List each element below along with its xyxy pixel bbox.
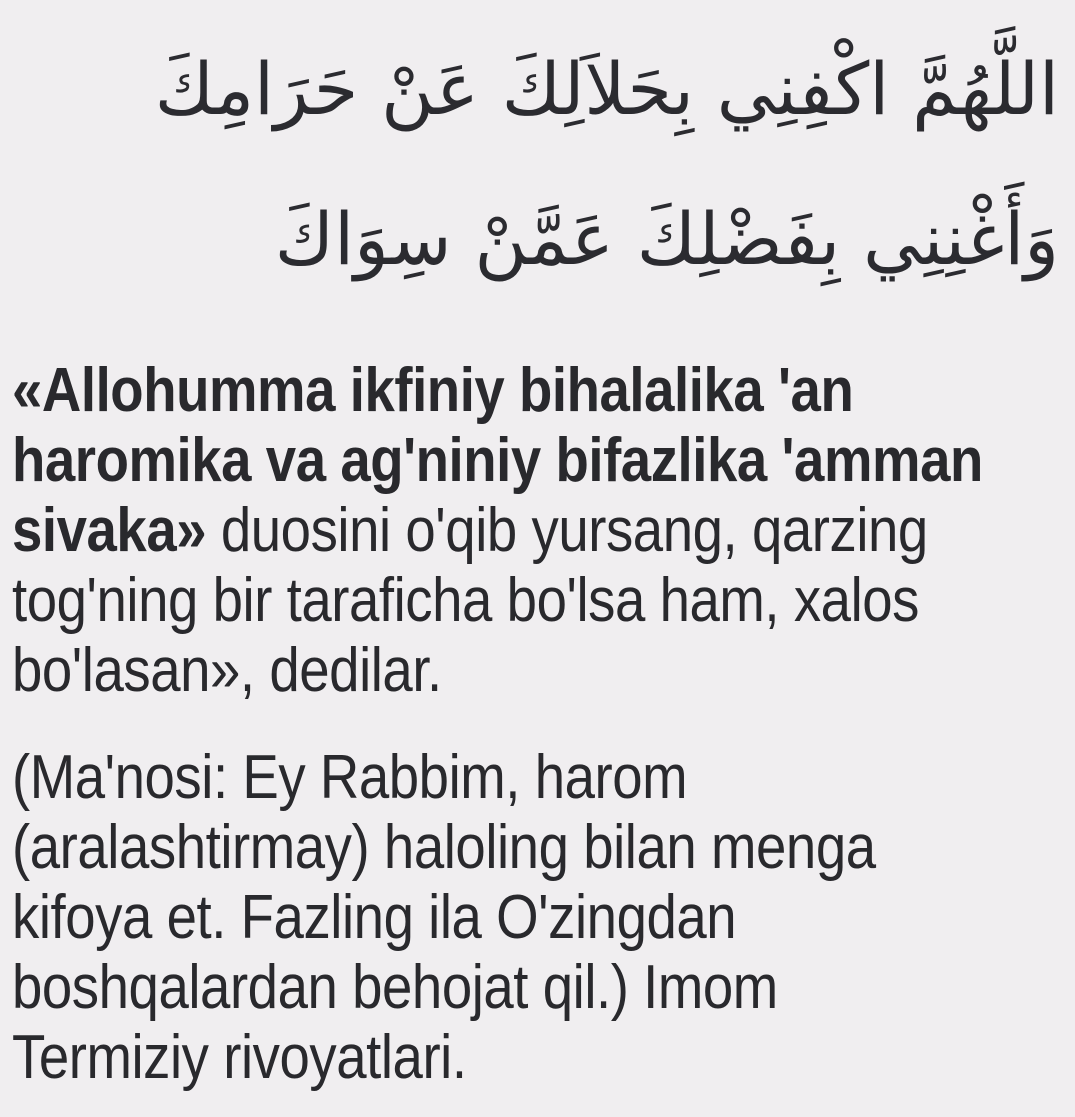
transliteration-line-5: bo'lasan», dedilar.	[12, 636, 442, 705]
translation-line-1: (Ma'nosi: Ey Rabbim, harom	[12, 743, 688, 812]
transliteration-paragraph	[0, 356, 1075, 706]
transliteration-line-1	[12, 356, 947, 426]
translation-line-3: kifoya et. Fazling ila O'zingdan	[12, 883, 737, 952]
translation-line-4: boshqalardan behojat qil.) Imom	[12, 953, 778, 1022]
transliteration-regular-text: duosini o'qib yursang, qarzing	[206, 496, 928, 565]
translation-line-2: (aralashtirmay) haloling bilan menga	[12, 813, 876, 882]
transliteration-bold-text: «Allohumma ikfiniy bihalalika 'an	[12, 356, 854, 425]
arabic-dua-line-2: وَأَغْنِنِي بِفَضْلِكَ عَمَّنْ سِوَاكَ	[274, 197, 1059, 281]
arabic-dua-line-1: اللَّهُمَّ اكْفِنِي بِحَلاَلِكَ عَنْ حَرَامِكَ	[154, 47, 1059, 131]
arabic-dua	[0, 0, 1075, 314]
transliteration-line-2	[12, 426, 983, 496]
translation-paragraph	[0, 743, 1075, 1093]
transliteration-line-4: tog'ning bir taraficha bo'lsa ham, xalos	[12, 566, 920, 635]
translation-line-5: Termiziy rivoyatlari.	[12, 1023, 467, 1092]
transliteration-bold-text: haromika va ag'niniy bifazlika 'amman	[12, 426, 983, 495]
transliteration-bold-text: sivaka»	[12, 496, 207, 565]
transliteration-line-3	[12, 496, 947, 566]
